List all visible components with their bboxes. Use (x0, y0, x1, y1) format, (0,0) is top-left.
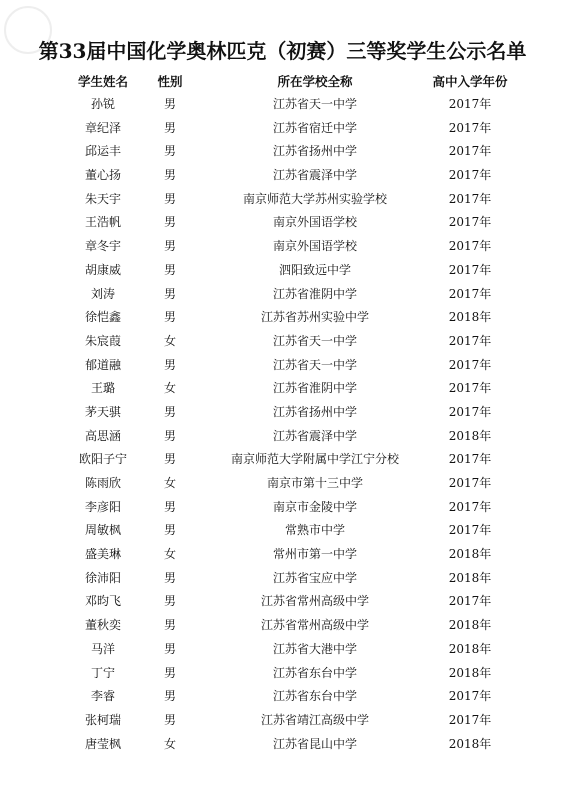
student-school: 江苏省宿迁中学 (272, 120, 357, 135)
student-gender: 女 (163, 547, 176, 562)
table-row (0, 543, 565, 567)
student-gender: 女 (163, 381, 176, 396)
table-row (0, 117, 565, 141)
student-school: 江苏省淮阴中学 (272, 286, 357, 301)
table-row (0, 235, 565, 259)
table-row (0, 377, 565, 401)
student-school: 南京市第十三中学 (266, 476, 363, 490)
student-name: 郁道融 (84, 357, 121, 372)
student-gender: 男 (163, 97, 176, 111)
table-row (0, 709, 565, 733)
enrollment-year: 2017年 (448, 404, 492, 419)
table-row (0, 188, 565, 212)
enrollment-year: 2017年 (448, 523, 492, 538)
table-row (0, 259, 565, 283)
student-school: 南京市金陵中学 (272, 499, 357, 514)
student-school: 南京师范大学苏州实验学校 (242, 191, 387, 206)
student-name: 欧阳子宁 (78, 452, 127, 467)
student-gender: 女 (163, 476, 176, 490)
enrollment-year: 2018年 (448, 641, 492, 656)
table-row (0, 448, 565, 472)
header-school: 所在学校全称 (277, 74, 353, 89)
enrollment-year: 2017年 (448, 594, 492, 609)
table-row (0, 685, 565, 709)
table-row (0, 614, 565, 638)
enrollment-year: 2018年 (448, 618, 492, 633)
enrollment-year: 2017年 (448, 120, 492, 135)
enrollment-year: 2018年 (448, 736, 492, 751)
table-header-row (0, 71, 565, 93)
student-name: 王璐 (90, 381, 115, 396)
student-name: 章冬宇 (84, 239, 121, 254)
student-gender: 男 (163, 215, 176, 230)
student-name: 丁宁 (90, 665, 115, 680)
student-school: 江苏省大港中学 (272, 641, 357, 656)
table-row (0, 306, 565, 330)
student-school: 江苏省东台中学 (272, 665, 357, 680)
award-list-table (0, 71, 565, 756)
student-name: 周敏枫 (84, 523, 121, 538)
student-school: 江苏省扬州中学 (272, 404, 357, 419)
student-name: 董心扬 (84, 168, 121, 183)
student-gender: 男 (163, 523, 176, 538)
student-gender: 男 (163, 191, 176, 206)
student-name: 邱运丰 (84, 144, 121, 159)
student-school: 常熟市中学 (284, 523, 345, 538)
enrollment-year: 2017年 (448, 286, 492, 301)
header-year: 高中入学年份 (432, 74, 508, 89)
student-school: 江苏省靖江高级中学 (260, 712, 369, 727)
student-gender: 男 (163, 357, 176, 372)
student-school: 江苏省扬州中学 (272, 144, 357, 159)
table-row (0, 567, 565, 591)
table-row (0, 496, 565, 520)
student-gender: 男 (163, 120, 176, 135)
student-gender: 男 (163, 594, 176, 609)
student-name: 邓昀飞 (84, 594, 121, 609)
table-row (0, 283, 565, 307)
enrollment-year: 2017年 (448, 97, 492, 111)
student-school: 江苏省昆山中学 (272, 736, 357, 751)
student-gender: 男 (163, 452, 176, 467)
student-name: 唐莹枫 (84, 736, 121, 751)
table-row (0, 401, 565, 425)
student-name: 孙锐 (90, 97, 115, 111)
student-school: 江苏省天一中学 (272, 357, 357, 372)
table-row (0, 330, 565, 354)
enrollment-year: 2017年 (448, 239, 492, 254)
enrollment-year: 2018年 (448, 547, 492, 562)
student-name: 马洋 (90, 641, 115, 656)
table-row (0, 519, 565, 543)
table-body (0, 93, 565, 756)
document-title: 第33届中国化学奥林匹克（初赛）三等奖学生公示名单 (38, 39, 527, 63)
header-gender: 性别 (157, 74, 183, 89)
enrollment-year: 2017年 (448, 452, 492, 467)
enrollment-year: 2017年 (448, 262, 492, 277)
enrollment-year: 2018年 (448, 428, 492, 443)
student-gender: 男 (163, 144, 176, 159)
table-row (0, 425, 565, 449)
student-gender: 男 (163, 428, 176, 443)
enrollment-year: 2017年 (448, 168, 492, 183)
enrollment-year: 2017年 (448, 357, 492, 372)
student-gender: 男 (163, 310, 176, 325)
student-gender: 男 (163, 641, 176, 656)
student-school: 江苏省震泽中学 (272, 168, 357, 183)
student-gender: 男 (163, 570, 176, 585)
student-school: 南京外国语学校 (272, 215, 357, 230)
student-name: 高思涵 (84, 428, 121, 443)
student-school: 江苏省宝应中学 (272, 570, 357, 585)
enrollment-year: 2017年 (448, 215, 492, 230)
table-row (0, 662, 565, 686)
enrollment-year: 2017年 (448, 144, 492, 159)
student-gender: 男 (163, 665, 176, 680)
header-name: 学生姓名 (77, 74, 128, 89)
student-gender: 男 (163, 286, 176, 301)
enrollment-year: 2017年 (448, 381, 492, 396)
student-name: 朱天宇 (84, 191, 121, 206)
student-name: 董秋奕 (84, 618, 121, 633)
table-row (0, 472, 565, 496)
table-row (0, 354, 565, 378)
enrollment-year: 2017年 (448, 712, 492, 727)
table-row (0, 211, 565, 235)
student-name: 陈雨欣 (84, 476, 121, 490)
student-gender: 男 (163, 618, 176, 633)
table-row (0, 164, 565, 188)
student-school: 江苏省震泽中学 (272, 428, 357, 443)
student-gender: 男 (163, 689, 176, 704)
student-name: 茅天骐 (84, 404, 121, 419)
enrollment-year: 2018年 (448, 665, 492, 680)
enrollment-year: 2017年 (448, 689, 492, 704)
student-name: 刘涛 (90, 286, 115, 301)
student-school: 江苏省常州高级中学 (260, 594, 369, 609)
student-name: 张柯瑞 (84, 712, 121, 727)
student-school: 江苏省苏州实验中学 (260, 310, 369, 325)
enrollment-year: 2017年 (448, 476, 492, 490)
student-gender: 男 (163, 404, 176, 419)
student-gender: 男 (163, 239, 176, 254)
student-school: 江苏省淮阴中学 (272, 381, 357, 396)
student-gender: 男 (163, 168, 176, 183)
table-row (0, 93, 565, 117)
student-name: 朱宸葭 (84, 333, 121, 348)
student-school: 常州市第一中学 (272, 547, 357, 562)
enrollment-year: 2017年 (448, 333, 492, 348)
student-school: 南京外国语学校 (272, 239, 357, 254)
student-school: 江苏省天一中学 (272, 333, 357, 348)
table-row (0, 590, 565, 614)
table-row (0, 140, 565, 164)
student-name: 王浩帆 (84, 215, 121, 230)
student-name: 李睿 (90, 689, 115, 704)
student-gender: 女 (163, 736, 176, 751)
student-name: 徐恺鑫 (84, 310, 121, 325)
student-name: 胡康威 (84, 262, 121, 277)
student-school: 泗阳致远中学 (278, 262, 351, 277)
enrollment-year: 2018年 (448, 570, 492, 585)
student-gender: 男 (163, 499, 176, 514)
student-school: 江苏省东台中学 (272, 689, 357, 704)
student-name: 章纪泽 (84, 120, 121, 135)
student-school: 南京师范大学附属中学江宁分校 (230, 452, 399, 467)
table-row (0, 733, 565, 757)
student-gender: 男 (163, 262, 176, 277)
enrollment-year: 2017年 (448, 499, 492, 514)
student-school: 江苏省常州高级中学 (260, 618, 369, 633)
student-name: 李彦阳 (84, 499, 121, 514)
table-row (0, 638, 565, 662)
student-gender: 男 (163, 712, 176, 727)
student-name: 盛美琳 (84, 547, 121, 562)
enrollment-year: 2018年 (448, 310, 492, 325)
enrollment-year: 2017年 (448, 191, 492, 206)
student-name: 徐沛阳 (84, 570, 121, 585)
student-gender: 女 (163, 333, 176, 348)
student-school: 江苏省天一中学 (272, 97, 357, 111)
